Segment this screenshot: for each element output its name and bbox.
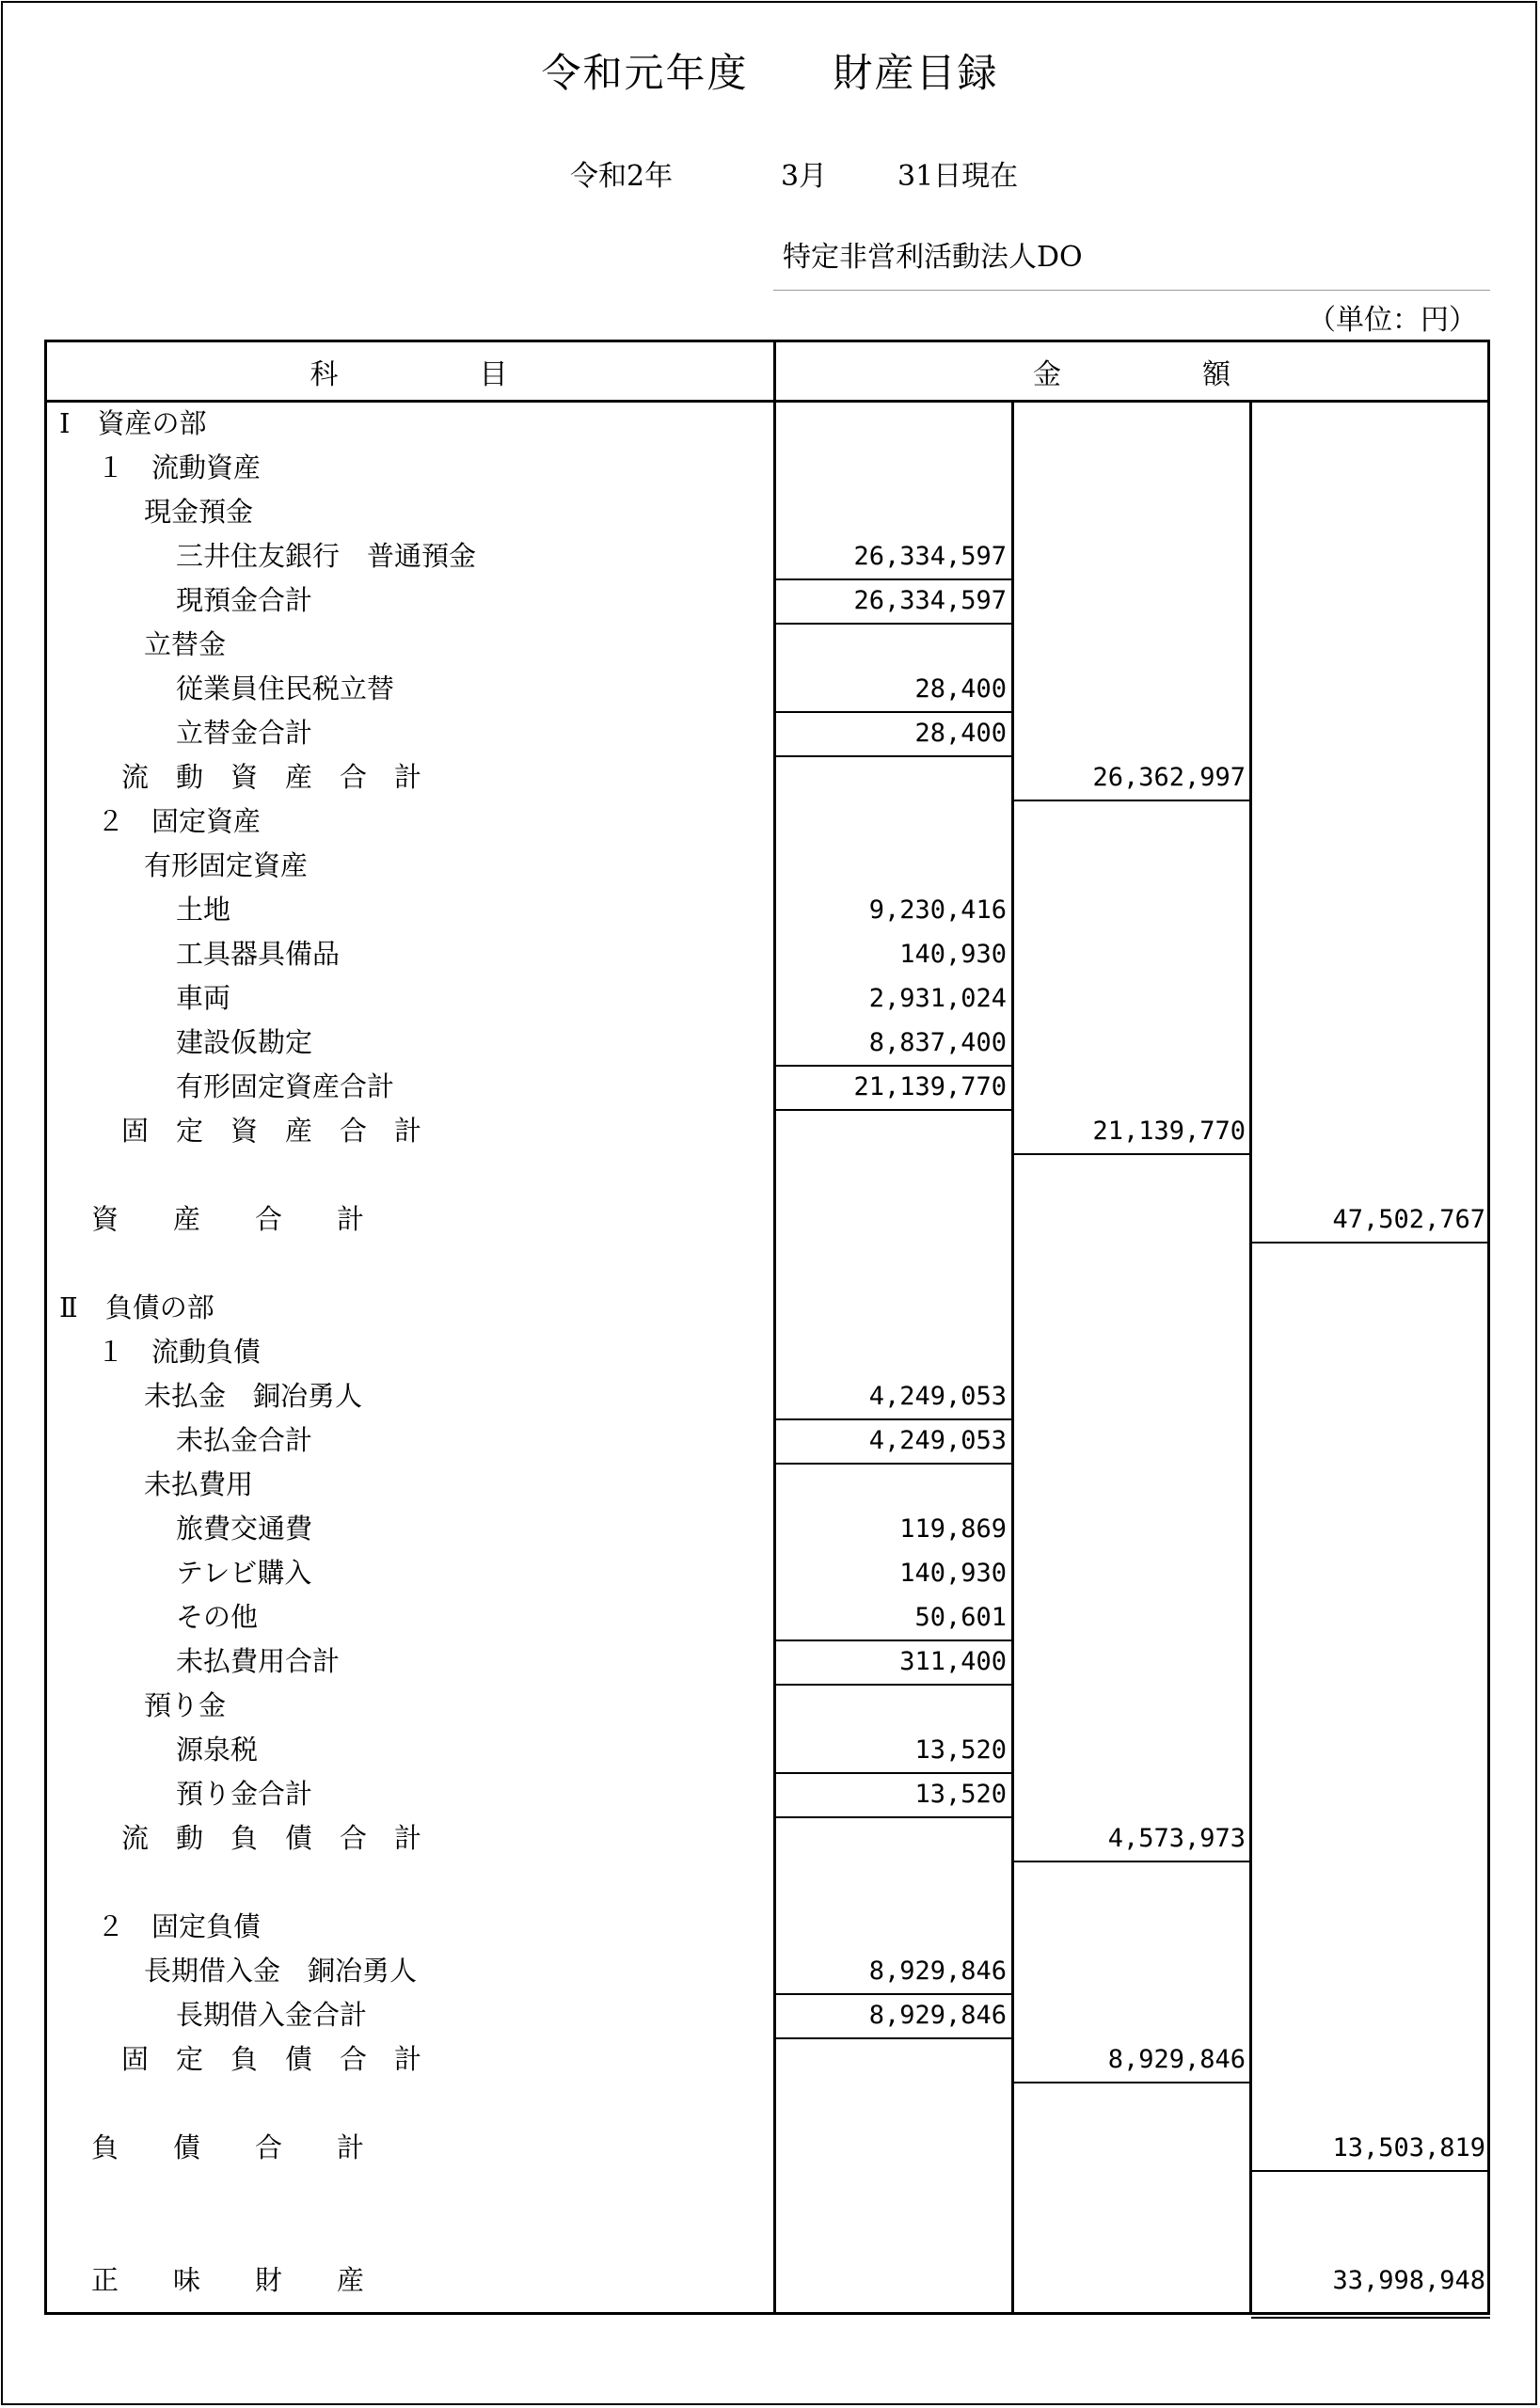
- fixed-liabilities-total-label: 固 定 負 債 合 計: [121, 2043, 422, 2075]
- deposit-total-label: 預り金合計: [176, 1778, 313, 1810]
- payable-total-label: 未払金合計: [176, 1424, 313, 1456]
- assets-total-label: 資 産 合 計: [91, 1203, 365, 1235]
- cash-item-label: 三井住友銀行 普通預金: [176, 540, 477, 572]
- fixed-assets-total-line: [1013, 1153, 1251, 1155]
- payable-total-bottom-line: [775, 1463, 1013, 1465]
- payable-item-label: 未払金 銅冶勇人: [144, 1380, 363, 1412]
- table-top-border: [44, 340, 1490, 342]
- tangible-item-value: 9,230,416: [868, 895, 1007, 925]
- net-assets-label: 正 味 財 産: [91, 2264, 365, 2296]
- accrued-total-label: 未払費用合計: [176, 1645, 341, 1677]
- tangible-item-label: 工具器具備品: [176, 938, 341, 970]
- current-liabilities-heading: １ 流動負債: [97, 1336, 262, 1368]
- title-name: 財産目録: [833, 50, 999, 96]
- net-assets-value: 33,998,948: [1332, 2266, 1485, 2295]
- date-day: 31日現在: [897, 160, 1019, 193]
- tangible-item-value: 2,931,024: [868, 984, 1007, 1013]
- liabilities-total-label: 負 債 合 計: [91, 2131, 365, 2163]
- fixed-liabilities-total-line: [1013, 2082, 1251, 2083]
- liabilities-heading: Ⅱ 負債の部: [59, 1291, 214, 1323]
- date-month: 3月: [781, 160, 828, 193]
- table-right-border: [1487, 340, 1490, 2315]
- loan-item-value: 8,929,846: [868, 1956, 1007, 1986]
- accrued-item-label: テレビ購入: [176, 1557, 312, 1589]
- loan-total-bottom-line: [775, 2037, 1013, 2039]
- amount-col-divider-2: [1249, 400, 1252, 2315]
- liabilities-total-line: [1251, 2170, 1490, 2172]
- tangible-item-value: 140,930: [899, 940, 1007, 969]
- advance-total-bottom-line: [775, 755, 1013, 757]
- deposit-item-label: 源泉税: [176, 1734, 259, 1766]
- inventory-table: [44, 340, 1490, 2315]
- current-liabilities-total-line: [1013, 1861, 1251, 1862]
- amount-col-divider-1: [1011, 400, 1014, 2315]
- tangible-item-label: 車両: [176, 982, 231, 1014]
- tangible-heading: 有形固定資産: [144, 849, 309, 881]
- advance-total-value: 28,400: [914, 719, 1007, 748]
- deposit-heading: 預り金: [144, 1689, 227, 1721]
- organization-name: 特定非営利活動法人DO: [783, 241, 1083, 274]
- organization-underline: [773, 290, 1490, 291]
- accrued-item-value: 50,601: [914, 1603, 1007, 1632]
- deposit-total-value: 13,520: [914, 1780, 1007, 1809]
- accrued-item-label: その他: [176, 1601, 259, 1633]
- fixed-assets-heading: ２ 固定資産: [97, 805, 262, 837]
- table-bottom-border: [44, 2312, 1490, 2315]
- fixed-assets-total-value: 21,139,770: [1092, 1117, 1246, 1146]
- deposit-item-value: 13,520: [914, 1735, 1007, 1765]
- tangible-total-bottom-line: [775, 1109, 1013, 1111]
- date-year: 令和2年: [570, 160, 674, 193]
- net-assets-double-underline: [1251, 2317, 1490, 2319]
- payable-total-value: 4,249,053: [868, 1426, 1007, 1455]
- table-left-border: [44, 340, 47, 2315]
- fixed-liabilities-total-value: 8,929,846: [1107, 2045, 1246, 2074]
- cash-total-value: 26,334,597: [853, 586, 1007, 615]
- fixed-assets-total-label: 固 定 資 産 合 計: [121, 1115, 422, 1147]
- accrued-heading: 未払費用: [144, 1468, 254, 1500]
- header-bottom-border: [44, 400, 1490, 403]
- assets-heading: Ⅰ 資産の部: [59, 407, 207, 439]
- deposit-total-bottom-line: [775, 1816, 1013, 1818]
- tangible-item-label: 土地: [176, 894, 231, 926]
- current-liabilities-total-label: 流 動 負 債 合 計: [121, 1822, 422, 1854]
- unit-label: （単位：円）: [1308, 304, 1477, 337]
- current-assets-total-line: [1013, 800, 1251, 801]
- liabilities-total-value: 13,503,819: [1332, 2133, 1485, 2162]
- current-liabilities-total-value: 4,573,973: [1107, 1824, 1246, 1853]
- assets-total-line: [1251, 1242, 1490, 1244]
- accrued-total-value: 311,400: [899, 1647, 1007, 1676]
- advance-item-label: 従業員住民税立替: [176, 673, 395, 705]
- current-assets-total-value: 26,362,997: [1092, 763, 1246, 792]
- accrued-item-value: 140,930: [899, 1559, 1007, 1588]
- advance-total-label: 立替金合計: [176, 717, 313, 749]
- tangible-total-value: 21,139,770: [853, 1072, 1007, 1101]
- cash-heading: 現金預金: [144, 496, 254, 528]
- tangible-item-value: 8,837,400: [868, 1028, 1007, 1057]
- tangible-item-label: 建設仮勘定: [176, 1026, 313, 1058]
- accrued-total-bottom-line: [775, 1684, 1013, 1686]
- current-assets-heading: １ 流動資産: [97, 452, 262, 483]
- loan-total-value: 8,929,846: [868, 2001, 1007, 2030]
- advance-heading: 立替金: [144, 628, 227, 660]
- document-title: [0, 42, 1540, 99]
- assets-total-value: 47,502,767: [1332, 1205, 1485, 1234]
- accrued-item-value: 119,869: [899, 1514, 1007, 1544]
- current-assets-total-label: 流 動 資 産 合 計: [121, 761, 422, 793]
- accrued-item-label: 旅費交通費: [176, 1513, 313, 1545]
- loan-total-label: 長期借入金合計: [176, 1999, 368, 2031]
- fiscal-year: 令和元年度: [541, 50, 749, 96]
- cash-total-bottom-line: [775, 623, 1013, 625]
- header-amount: 金 額: [1033, 358, 1230, 391]
- advance-item-value: 28,400: [914, 674, 1007, 704]
- as-of-date: [570, 152, 1018, 194]
- cash-item-value: 26,334,597: [853, 542, 1007, 571]
- header-subject: 科 目: [310, 358, 508, 391]
- cash-total-label: 現預金合計: [176, 584, 313, 616]
- tangible-total-label: 有形固定資産合計: [176, 1070, 395, 1102]
- fixed-liabilities-heading: ２ 固定負債: [97, 1910, 262, 1942]
- payable-item-value: 4,249,053: [868, 1382, 1007, 1411]
- loan-item-label: 長期借入金 銅冶勇人: [144, 1955, 418, 1987]
